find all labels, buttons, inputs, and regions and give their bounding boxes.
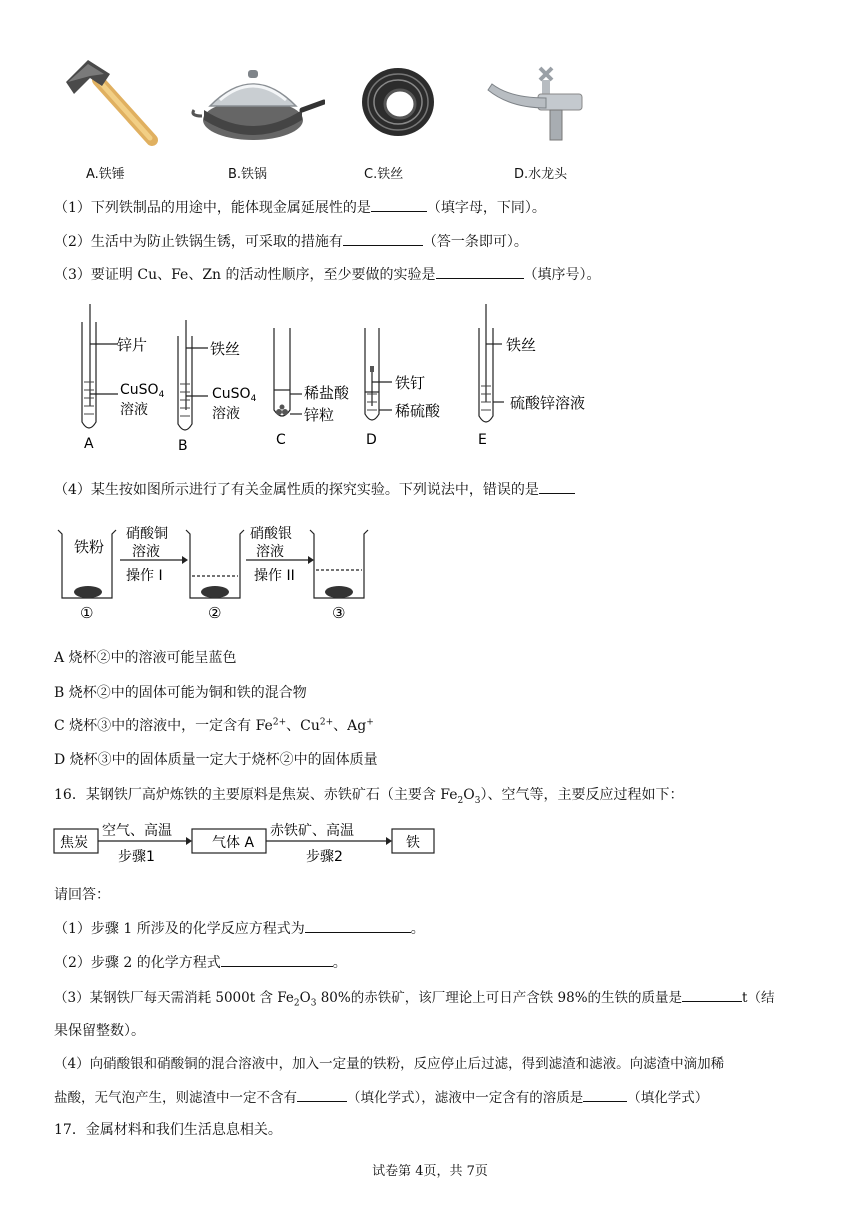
flow-coke: 焦炭 — [60, 835, 88, 851]
tube-e-top-label: 铁丝 — [506, 336, 537, 354]
reagent-2-label-2: 溶液 — [256, 544, 284, 560]
flow-step-2: 步骤2 — [306, 849, 343, 865]
page-footer: 试卷第 4页，共 7页 — [372, 1164, 488, 1179]
wok-image — [190, 58, 325, 150]
tube-c-solution-label: 稀盐酸 — [304, 384, 350, 402]
item-b-label: B.铁锅 — [228, 167, 268, 182]
answer-blank[interactable] — [682, 987, 742, 1002]
option-b: B 烧杯②中的固体可能为铜和铁的混合物 — [54, 685, 307, 701]
beaker-1-number: ① — [80, 604, 94, 622]
flow-condition-2: 赤铁矿、高温 — [270, 823, 354, 839]
q16-part4-cont: 盐酸，无气泡产生，则滤渣中一定不含有 （填化学式），滤液中一定含有的溶质是 （填化学式） — [54, 1086, 708, 1106]
item-d-label: D.水龙头 — [514, 167, 568, 182]
answer-blank[interactable] — [583, 1087, 627, 1102]
reagent-1-label: 硝酸铜 — [126, 526, 168, 542]
q17-intro: 17．金属材料和我们生活息息相关。 — [54, 1122, 282, 1138]
q16-part4: （4）向硝酸银和硝酸铜的混合溶液中，加入一定量的铁粉，反应停止后过滤，得到滤渣和滤液。向滤渣中滴加稀 — [54, 1056, 725, 1072]
operation-2-label: 操作 II — [254, 568, 295, 584]
tube-c-solid-label: 锌粒 — [304, 406, 335, 424]
tube-b-letter: B — [178, 438, 188, 454]
answer-blank[interactable] — [297, 1087, 347, 1102]
q16-intro: 16．某钢铁厂高炉炼铁的主要原料是焦炭、赤铁矿石（主要含 $Fe_2O_3$）、空气等，主要反应过程如下： — [54, 787, 684, 806]
beaker-2-number: ② — [208, 604, 222, 622]
tube-e-letter: E — [478, 432, 487, 448]
answer-blank[interactable] — [436, 264, 524, 279]
q15-part3: （3）要证明 Cu、Fe、Zn 的活动性顺序，至少要做的实验是 （填序号）。 — [54, 264, 601, 284]
operation-1-label: 操作 I — [126, 568, 163, 584]
answer-blank[interactable] — [305, 918, 411, 933]
beaker-3-number: ③ — [332, 604, 346, 622]
test-tube-diagram — [70, 298, 630, 454]
wire-coil-image — [358, 62, 438, 142]
faucet-image — [480, 58, 590, 146]
tube-c-letter: C — [276, 432, 286, 448]
process-flow-diagram — [52, 815, 442, 871]
option-d: D 烧杯③中的固体质量一定大于烧杯②中的固体质量 — [54, 752, 378, 768]
beaker-diagram — [52, 518, 392, 622]
option-a: A 烧杯②中的溶液可能呈蓝色 — [54, 650, 237, 666]
q15-part4: （4）某生按如图所示进行了有关金属性质的探究实验。下列说法中，错误的是 — [54, 479, 575, 499]
q15-part2: （2）生活中为防止铁锅生锈，可采取的措施有 （答一条即可）。 — [54, 231, 528, 251]
item-a-label: A.铁锤 — [86, 167, 125, 182]
q16-ask: 请回答： — [54, 887, 110, 903]
tube-d-solid-label: 铁钉 — [395, 374, 426, 392]
q15-part1: （1）下列铁制品的用途中，能体现金属延展性的是 （填字母，下同）。 — [54, 197, 546, 217]
reagent-1-label-2: 溶液 — [132, 544, 160, 560]
tube-b-solution-label: CuSO$_4$ — [212, 386, 257, 404]
option-c: C 烧杯③中的溶液中，一定含有 $Fe^{2+}$、$Cu^{2+}$、Ag+ — [54, 717, 374, 734]
tube-e-solution-label: 硫酸锌溶液 — [510, 394, 586, 412]
hammer-image — [60, 52, 165, 152]
q16-part3-cont: 果保留整数）。 — [54, 1023, 145, 1039]
answer-blank[interactable] — [371, 197, 427, 212]
q16-part3: （3）某钢铁厂每天需消耗 5000t 含 $Fe_2O_3$ 80%的赤铁矿，该厂理论上可日产含铁 98%的生铁的质量是 t（结 — [54, 986, 774, 1009]
flow-step-1: 步骤1 — [118, 849, 155, 865]
answer-blank[interactable] — [539, 479, 575, 494]
q16-part2: （2）步骤 2 的化学方程式 。 — [54, 952, 347, 972]
flow-iron: 铁 — [406, 835, 420, 851]
answer-blank[interactable] — [221, 952, 333, 967]
tube-b-top-label: 铁丝 — [210, 340, 241, 358]
tube-d-solution-label: 稀硫酸 — [395, 402, 441, 420]
item-c-label: C.铁丝 — [364, 167, 404, 182]
tube-a-solution-label: CuSO$_4$ — [120, 382, 165, 400]
flow-condition-1: 空气、高温 — [102, 823, 172, 839]
tube-b-solution-label-2: 溶液 — [212, 406, 240, 422]
flow-gas-a: 气体 A — [212, 835, 255, 851]
iron-powder-label: 铁粉 — [74, 538, 105, 556]
answer-blank[interactable] — [343, 231, 423, 246]
tube-a-top-label: 锌片 — [117, 336, 148, 354]
tube-d-letter: D — [366, 432, 377, 448]
tube-a-letter: A — [84, 436, 94, 452]
q16-part1: （1）步骤 1 所涉及的化学反应方程式为 。 — [54, 918, 425, 938]
tube-a-solution-label-2: 溶液 — [120, 402, 148, 418]
reagent-2-label: 硝酸银 — [250, 526, 292, 542]
